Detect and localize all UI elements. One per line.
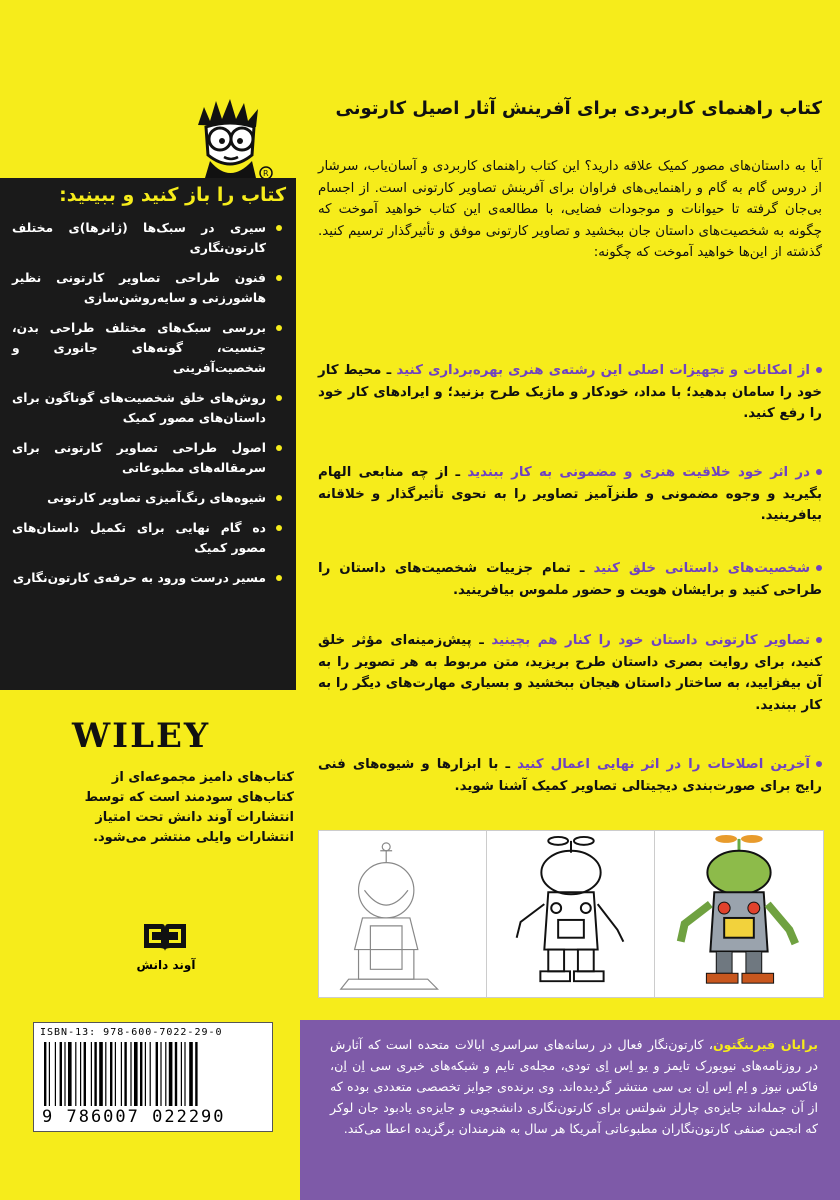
- author-bio-box: [300, 1020, 840, 1200]
- bullet-icon: [816, 565, 822, 571]
- list-item: بررسی سبک‌های مختلف طراحی بدن، جنسیت، گونه‌های جانوری و شخصیت‌آفرینی: [12, 318, 284, 378]
- publisher-book-icon: [140, 920, 190, 952]
- feature-item: [318, 754, 822, 797]
- bullet-icon: [276, 445, 282, 451]
- feature-body: ـ از چه منابعی الهام بگیرید و وجوه مضمونی و طنزآمیز تصاویر را به نحوی تأثیرگذار و خلاقانه بیافرینید.: [318, 465, 822, 523]
- contents-box-title: کتاب را باز کنید و ببینید:: [59, 184, 286, 206]
- feature-item: [318, 558, 822, 601]
- bullet-icon: [816, 469, 822, 475]
- bullet-icon: [276, 525, 282, 531]
- feature-item: [318, 360, 822, 425]
- list-item: فنون طراحی تصاویر کارتونی نظیر هاشورزنی و سایه‌روشن‌سازی: [12, 268, 284, 308]
- robot-color-image: [654, 830, 824, 998]
- wiley-logo: WILEY: [72, 716, 211, 756]
- bullet-icon: [276, 395, 282, 401]
- feature-item: [318, 630, 822, 716]
- robot-ink-image: [486, 830, 656, 998]
- bullet-icon: [816, 367, 822, 373]
- list-item: روش‌های خلق شخصیت‌های گوناگون برای داستان‌های مصور کمیک: [12, 388, 284, 428]
- barcode: [33, 1022, 273, 1132]
- list-item: سیری در سبک‌ها (ژانرها)ی مختلف کارتون‌نگاری: [12, 218, 284, 258]
- feature-item: [318, 462, 822, 527]
- list-item: اصول طراحی تصاویر کارتونی برای سرمقاله‌های مطبوعاتی: [12, 438, 284, 478]
- publisher-name: آوند دانش: [136, 958, 196, 972]
- barcode-bars-icon: [44, 1042, 264, 1108]
- list-item: مسیر درست ورود به حرفه‌ی کارتون‌نگاری: [12, 568, 284, 588]
- intro-paragraph: آیا به داستان‌های مصور کمیک علاقه دارید؟ این کتاب راهنمای کاربردی و آسان‌یاب، سرشار از دروس گام به گام و راهنمایی‌های فراوان برای آفرینش تصاویر کارتونی است. از اجسام بی‌جان گرفته تا حیوانات و موجودات فضایی، با مطالعه‌ی این کتاب خواهید آموخت که چگونه به شخصیت‌های داستان جان ببخشید و تصاویر کارتونی موفق و تأثیرگذار ترسیم کنید. گذشته از این‌ها خواهید آموخت که چگونه:: [318, 159, 822, 260]
- svg-text:R: R: [263, 169, 269, 178]
- list-item: ده گام نهایی برای تکمیل داستان‌های مصور کمیک: [12, 518, 284, 558]
- feature-head: آخرین اصلاحات را در اثر نهایی اعمال کنید: [517, 757, 810, 772]
- bullet-icon: [276, 575, 282, 581]
- feature-body: ـ با ابزارها و شیوه‌های فنی رایج برای صورت‌بندی دیجیتالی تصاویر کمیک آشنا شوید.: [318, 757, 822, 794]
- author-name: برایان فیرینگتون: [712, 1037, 818, 1052]
- bullet-icon: [276, 325, 282, 331]
- wiley-description: کتاب‌های دامیز مجموعه‌ای از کتاب‌های سودمند است که توسط انتشارات آوند دانش تحت امتیاز انتشارات وایلی منتشر می‌شود.: [84, 770, 294, 845]
- bullet-icon: [816, 637, 822, 643]
- bullet-icon: [276, 225, 282, 231]
- bullet-icon: [816, 761, 822, 767]
- bullet-icon: [276, 275, 282, 281]
- author-bio: [330, 1034, 818, 1139]
- list-item: شیوه‌های رنگ‌آمیزی تصاویر کارتونی: [12, 488, 284, 508]
- barcode-number: 9 786007 022290: [42, 1107, 226, 1127]
- feature-body: ـ محیط کار خود را سامان بدهید؛ با مداد، خودکار و ماژیک طرح بزنید؛ و ایرادهای کار خود را رفع کنید.: [318, 363, 822, 421]
- contents-box: [0, 178, 296, 690]
- feature-head: شخصیت‌های داستانی خلق کنید: [593, 561, 810, 576]
- isbn-label: ISBN-13: 978-600-7022-29-0: [40, 1027, 223, 1038]
- robot-sketch-image: [318, 830, 488, 998]
- feature-head: تصاویر کارتونی داستان خود را کنار هم بچینید: [491, 633, 810, 648]
- feature-head: در اثر خود خلاقیت هنری و مضمونی به کار ببندید: [467, 465, 810, 480]
- feature-body: ـ پیش‌زمینه‌ای مؤثر خلق کنید، برای روایت بصری داستان طرح بریزید، متن مربوط به هر تصویر را به آن بیفزایید، به ساختار داستان هیجان ببخشید و بسیاری مهارت‌های دیگر را به کار ببندید.: [318, 633, 822, 713]
- feature-head: از امکانات و تجهیزات اصلی این رشته‌ی هنری بهره‌برداری کنید: [396, 363, 810, 378]
- feature-body: ـ تمام جزییات شخصیت‌های داستان را طراحی کنید و برایشان هویت و حضور ملموس بیافرینید.: [318, 561, 822, 598]
- contents-list: [12, 218, 284, 588]
- author-bio-text: ، کارتون‌نگار فعال در رسانه‌های سراسری ایالات متحده است که آثارش در روزنامه‌های نیویورک تایمز و یو اِس اِی تودی، مجله‌ی تایم و شبکه‌های خبری سی اِن اِن، فاکس نیوز و اِم اِس اِن بی سی منتشر گردیده‌اند. وی برنده‌ی جوایز تخصصی متعددی بوده که از آن جمله‌اند جایزه‌ی چارلز شولتس برای کارتون‌نگاری دانشجویی و جایزه‌ی یادبود جان لوکر که انجمن صنفی کارتون‌نگاران مطبوعاتی آمریکا هر سال به هنرمندان برگزیده اعطا می‌کند.: [330, 1037, 818, 1136]
- bullet-icon: [276, 495, 282, 501]
- main-title: کتاب راهنمای کاربردی برای آفرینش آثار اصیل کارتونی: [335, 98, 822, 119]
